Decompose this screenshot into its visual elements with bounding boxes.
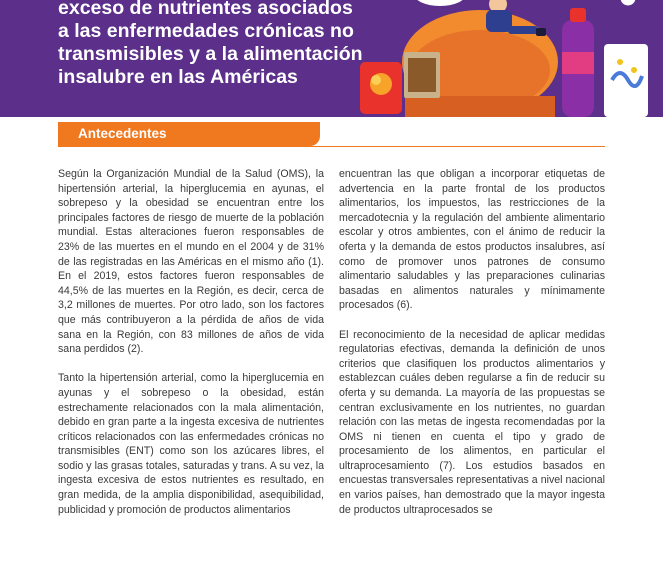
left-paragraph-2: Tanto la hipertensión arterial, como la hiperglucemia en ayunas y el sobrepeso o la obesidad, están estrechamente relacionados con la mala alimentación, debido en gran parte a la ingesta excesiva de nutrientes críticos relacionados con las enfermedades crónicas no transmisibles (ENT) como son los azúcares libres, el sodio y las grasas totales, saturadas y trans. A su vez, la ingesta excesiva de estos nutrientes es resultado, en gran medida, de la amplia disponibilidad, asequibilidad, publicidad y promoción de productos alimentarios: [58, 372, 324, 516]
cloud-shape: [414, 0, 466, 6]
header-banner: [0, 0, 663, 117]
title-line-1: exceso de nutrientes asociados: [58, 0, 353, 19]
document-title: [58, 0, 363, 89]
left-column: [58, 167, 324, 532]
burger-bottom: [405, 96, 555, 117]
section-divider: [58, 146, 605, 147]
section-heading: Antecedentes: [78, 126, 167, 141]
title-line-3: transmisibles y a la alimentación: [58, 43, 363, 65]
title-line-2: a las enfermedades crónicas no: [58, 20, 354, 42]
food-illustration: [350, 0, 663, 117]
right-paragraph-1: encuentran las que obligan a incorporar etiquetas de advertencia en la parte frontal de los productos alimentarios, los impuestos, las restricciones de la mercadotecnia y la regulación del ambiente alimentario escolar y otros ambientes, con el ánimo de reducir la oferta y la demanda de estos productos insalubres, así como de promover unos patrones de consumo alimentario saludables y las preparaciones culinarias basadas en alimentos naturales y mínimamente procesados (6).: [339, 168, 605, 312]
section-tab: [58, 122, 320, 146]
title-line-4: insalubre en las Américas: [58, 66, 298, 88]
left-paragraph-1: Según la Organización Mundial de la Salud (OMS), la hipertensión arterial, la hiperglucemia en ayunas, el sobrepeso y la obesidad se encuentran entre los principales factores de riesgo de muerte de la población mundial. Estas alteraciones fueron responsables de 23% de las muertes en el mundo en el 2004 y de 31% de las registradas en las Américas en el mismo año (1). En el 2019, estos factores fueron responsables de 44,5% de las muertes en la Región, es decir, cerca de 3,2 millones de muertes. Por otro lado, son los factores que más contribuyeron a la pérdida de años de vida sana en la Región, con 83 millones de años de vida sana perdidos (2).: [58, 168, 324, 356]
right-column: [339, 167, 605, 532]
right-paragraph-2: El reconocimiento de la necesidad de aplicar medidas regulatorias efectivas, demanda la definición de unos criterios que clasifiquen los productos alimentarios y establezcan cuáles deben regularse a fin de reducir su oferta y su demanda. La mayoría de las propuestas se centran exclusivamente en los nutrientes, no guardan relación con las metas de ingesta recomendadas por la OMS ni tienen en cuenta el tipo y grado de procesamiento de los alimentos, en particular el ultraprocesamiento (7). Los estudios basados en encuestas transversales representativas a nivel nacional en varios países, han demostrado que la mayor ingesta de productos ultraprocesados se: [339, 328, 605, 516]
badge-circle: [619, 0, 637, 7]
